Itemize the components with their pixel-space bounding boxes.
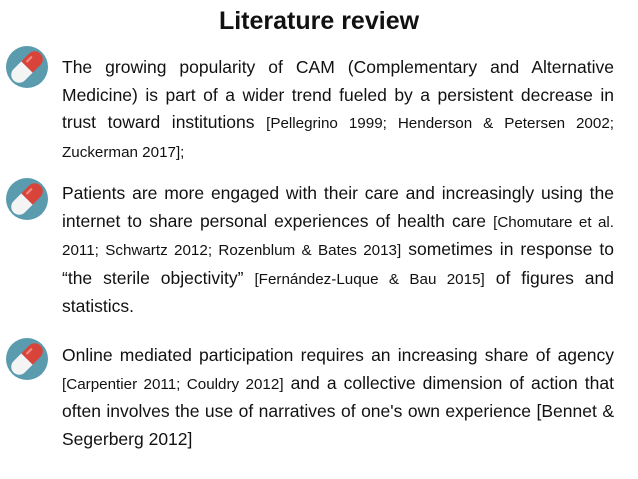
body-text: sometimes in response to “the sterile objectivity” xyxy=(62,239,614,288)
citation: [Pellegrino 1999; Henderson & Petersen 2002; Zuckerman 2017]; xyxy=(62,115,614,161)
pill-capsule-icon xyxy=(6,338,48,380)
bullet-2-text xyxy=(62,180,614,321)
bullet-3-icon xyxy=(6,338,48,380)
bullet-3-text xyxy=(62,342,614,453)
citation: [Carpentier 2011; Couldry 2012] xyxy=(62,375,284,393)
citation: [Fernández-Luque & Bau 2015] xyxy=(254,270,485,288)
body-text: The growing popularity of CAM (Complementary and Alternative Medicine) is part of a wider trend fueled by a persistent decrease in trust toward institutions xyxy=(62,57,614,133)
pill-capsule-icon xyxy=(6,178,48,220)
body-text: and a collective dimension of action that often involves the use of narratives of one's own experience [Bennet & Segerberg 2012] xyxy=(62,372,614,449)
body-text: Patients are more engaged with their care and increasingly using the internet to share personal experiences of health care xyxy=(62,183,614,231)
citation: [Chomutare et al. 2011; Schwartz 2012; Rozenblum & Bates 2013] xyxy=(62,213,614,260)
slide-title: Literature review xyxy=(218,7,420,35)
bullet-1-text xyxy=(62,54,614,166)
pill-capsule-icon xyxy=(6,46,48,88)
body-text: of figures and statistics. xyxy=(62,267,615,317)
body-text: Online mediated participation requires an increasing share of agency xyxy=(62,345,614,365)
bullet-1-icon xyxy=(6,46,48,88)
bullet-2-icon xyxy=(6,178,48,220)
